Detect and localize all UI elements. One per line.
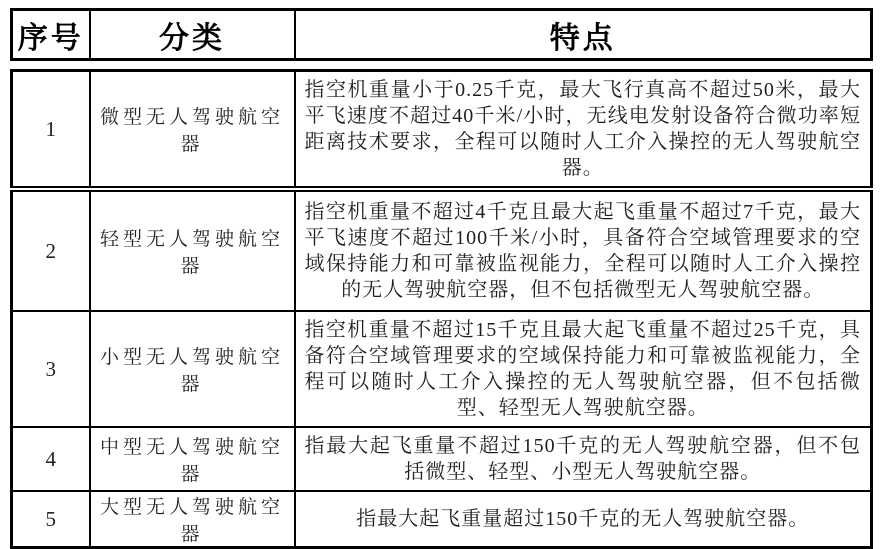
table-row xyxy=(12,427,872,491)
row-number-cell: 1 xyxy=(12,71,90,190)
table-row xyxy=(12,189,872,311)
category-cell: 中型无人驾驶航空器 xyxy=(90,427,295,491)
row-number-cell: 4 xyxy=(12,427,90,491)
feature-cell: 指空机重量小于0.25千克，最大飞行真高不超过50米，最大平飞速度不超过40千米/小时，无线电发射设备符合微功率短距离技术要求，全程可以随时人工介入操控的无人驾驶航空器。 xyxy=(295,71,872,190)
table-row xyxy=(12,491,872,548)
row-number-cell: 5 xyxy=(12,491,90,548)
header-table xyxy=(10,8,873,61)
feature-cell: 指空机重量不超过15千克且最大起飞重量不超过25千克，具备符合空域管理要求的空域保持能力和可靠被监视能力，全程可以随时人工介入操控的无人驾驶航空器，但不包括微型、轻型无人驾驶航空器。 xyxy=(295,311,872,427)
feature-cell: 指最大起飞重量不超过150千克的无人驾驶航空器，但不包括微型、轻型、小型无人驾驶航空器。 xyxy=(295,427,872,491)
category-cell: 小型无人驾驶航空器 xyxy=(90,311,295,427)
classification-table xyxy=(10,69,873,549)
row-number-cell: 2 xyxy=(12,189,90,311)
header-row xyxy=(12,10,872,60)
header-cell-category: 分类 xyxy=(90,10,295,60)
row-number-cell: 3 xyxy=(12,311,90,427)
category-cell: 微型无人驾驶航空器 xyxy=(90,71,295,190)
category-cell: 大型无人驾驶航空器 xyxy=(90,491,295,548)
table-row xyxy=(12,71,872,190)
feature-cell: 指空机重量不超过4千克且最大起飞重量不超过7千克，最大平飞速度不超过100千米/小时，具备符合空域管理要求的空域保持能力和可靠被监视能力，全程可以随时人工介入操控的无人驾驶航空器，但不包括微型无人驾驶航空器。 xyxy=(295,189,872,311)
category-cell: 轻型无人驾驶航空器 xyxy=(90,189,295,311)
header-cell-features: 特点 xyxy=(295,10,872,60)
table-row xyxy=(12,311,872,427)
feature-cell: 指最大起飞重量超过150千克的无人驾驶航空器。 xyxy=(295,491,872,548)
header-cell-number: 序号 xyxy=(12,10,90,60)
